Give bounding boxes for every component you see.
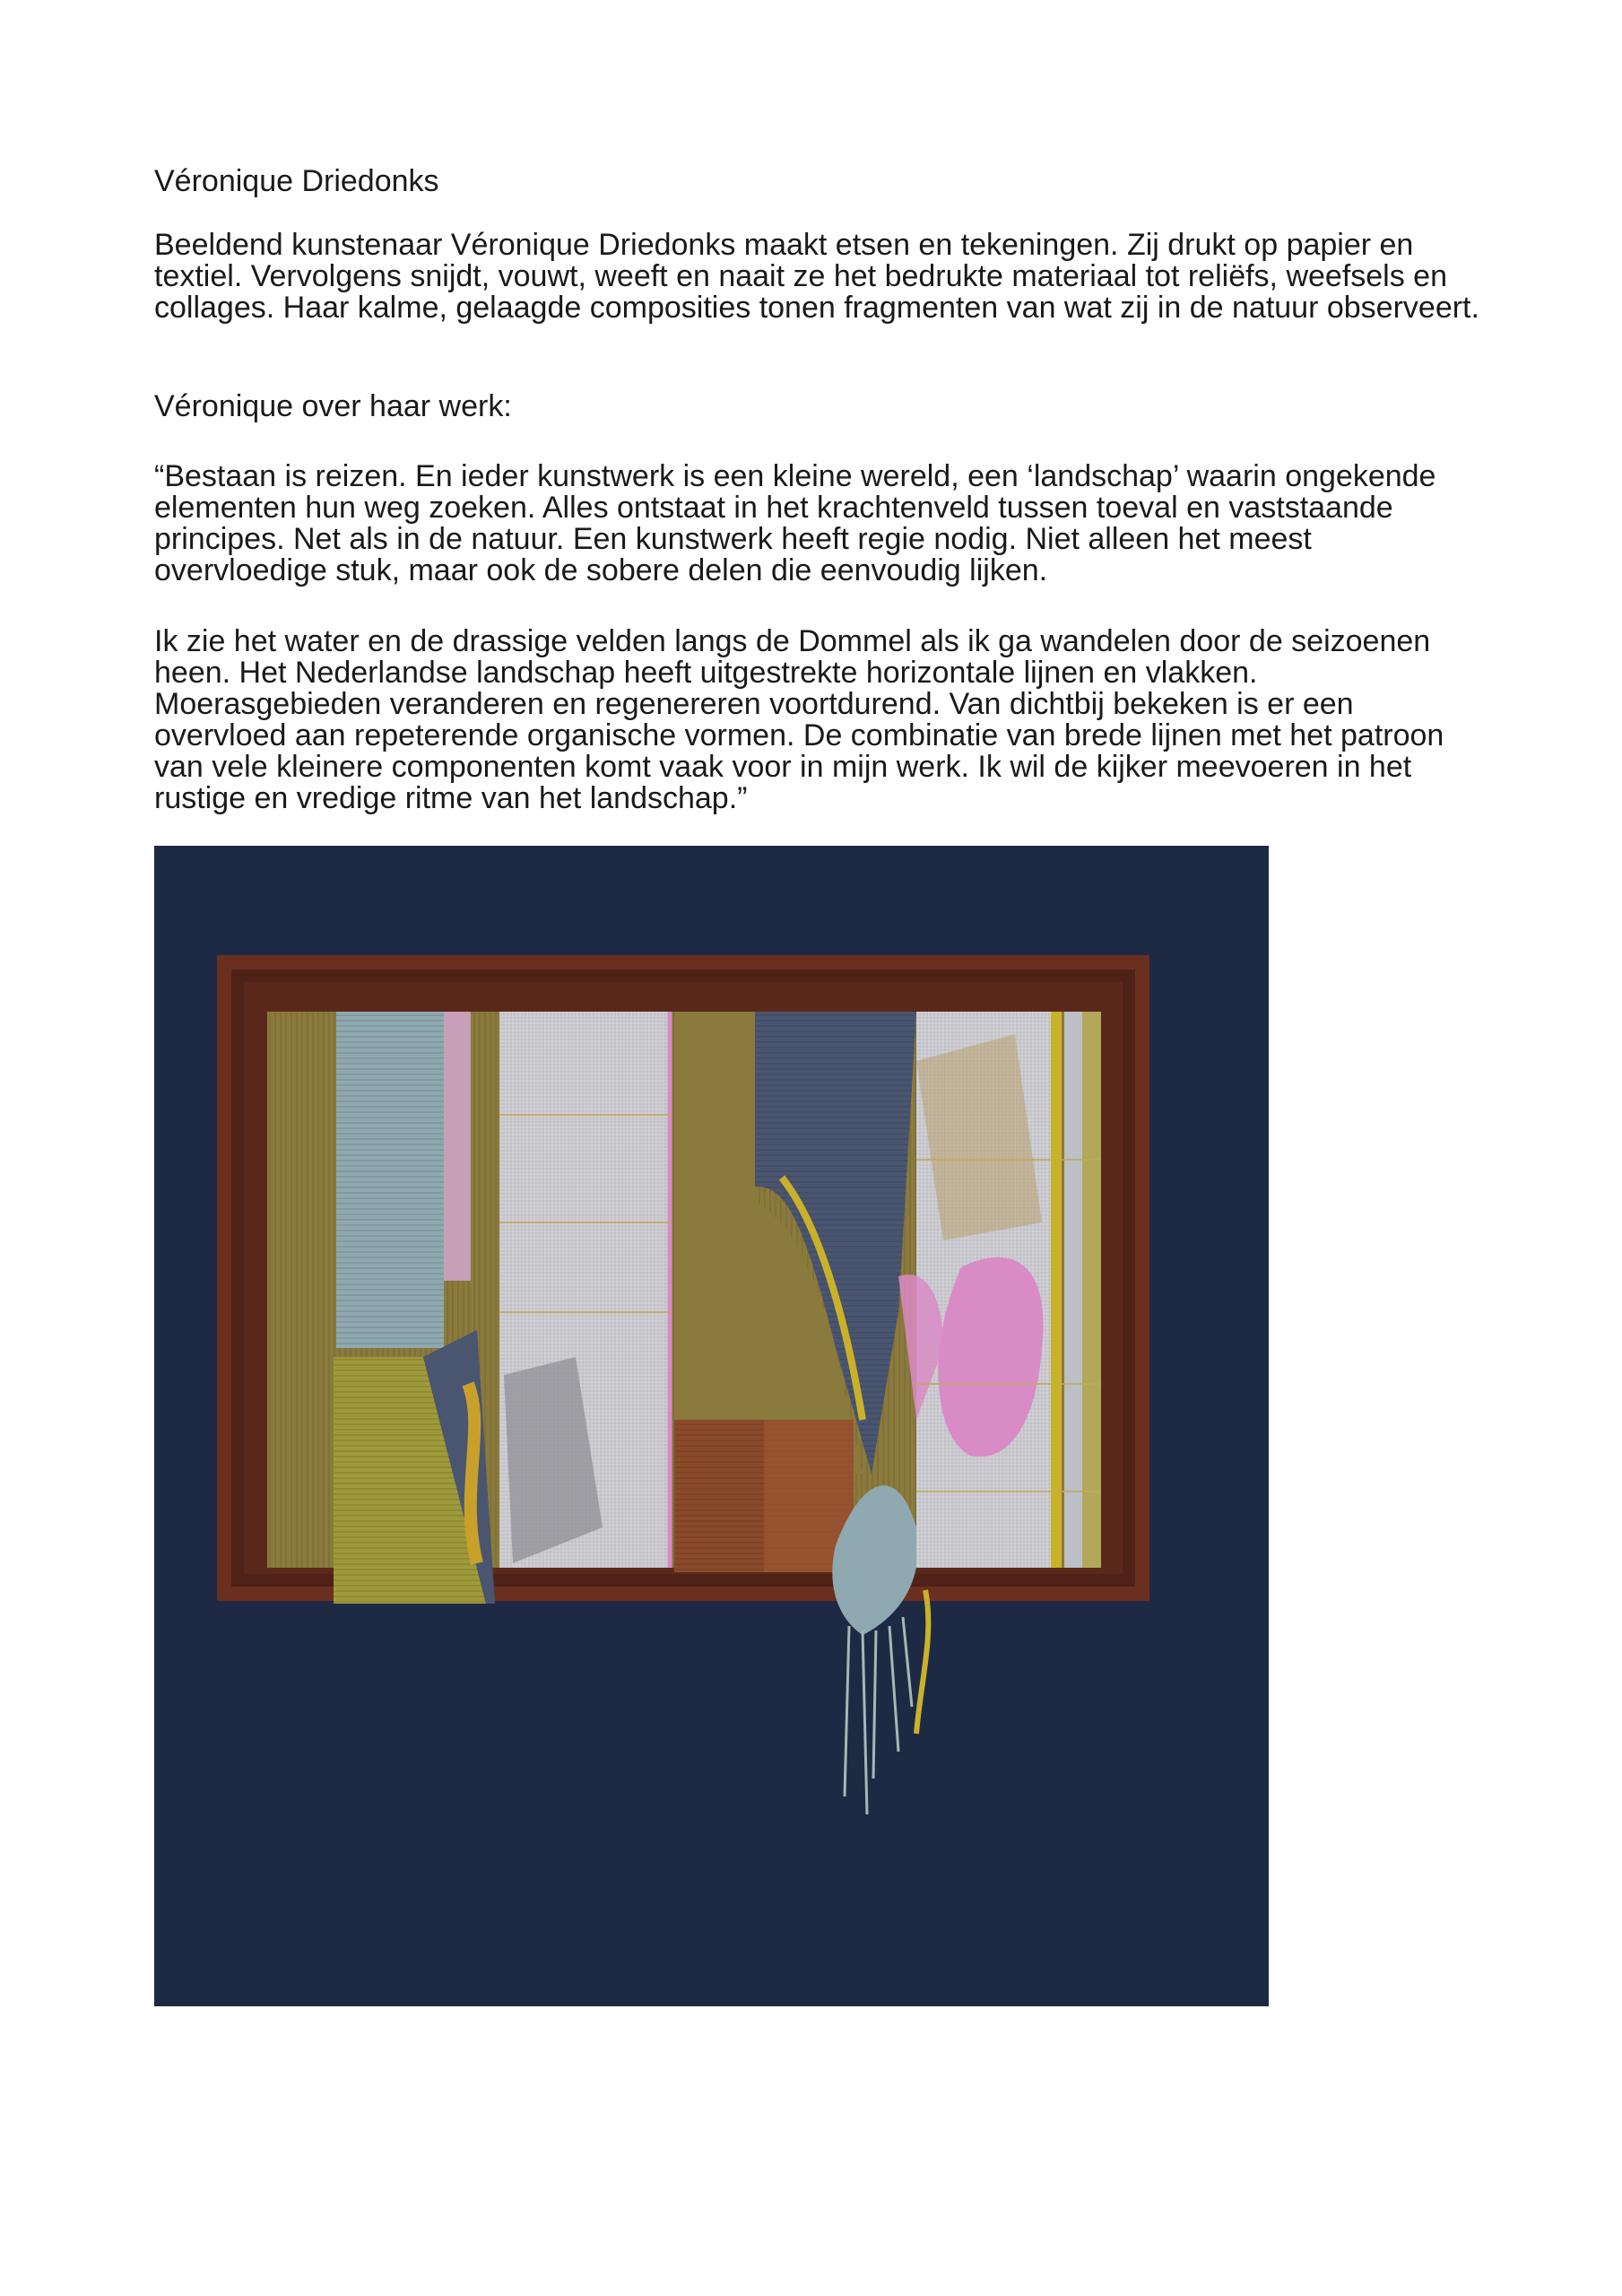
section-heading: Véronique over haar werk: [154,389,512,423]
quote-paragraph-2: Ik zie het water en de drassige velden langs de Dommel als ik ga wandelen door de seizoenen heen. Het Nederlandse landschap heeft uitgestrekte horizontale lijnen en vlakken. Moerasgebieden veranderen en regenereren voortdurend. Van dichtbij bekeken is er een overvloed aan repeterende organische vormen. De combinatie van brede lijnen met het patroon van vele kleinere componenten komt vaak voor in mijn werk. Ik wil de kijker meevoeren in het rustige en vredige ritme van het landschap.” [154,624,1444,815]
document-title: Véronique Driedonks [154,164,439,198]
intro-paragraph: Beeldend kunstenaar Véronique Driedonks maakt etsen en tekeningen. Zij drukt op papier en textiel. Vervolgens snijdt, vouwt, weeft en naait ze het bedrukte materiaal tot reliëfs, weefsels en collages. Haar kalme, gelaagde composities tonen fragmenten van wat zij in de natuur observeert. [154,228,1479,325]
artwork-photo [154,846,1269,2006]
quote-paragraph-1: “Bestaan is reizen. En ieder kunstwerk is een kleine wereld, een ‘landschap’ waarin ongekende elementen hun weg zoeken. Alles ontstaat in het krachtenveld tussen toeval en vaststaande principes. Net als in de natuur. Een kunstwerk heeft regie nodig. Niet alleen het meest overvloedige stuk, maar ook de sobere delen die eenvoudig lijken. [154,459,1436,587]
artwork-illustration [154,846,1269,2006]
